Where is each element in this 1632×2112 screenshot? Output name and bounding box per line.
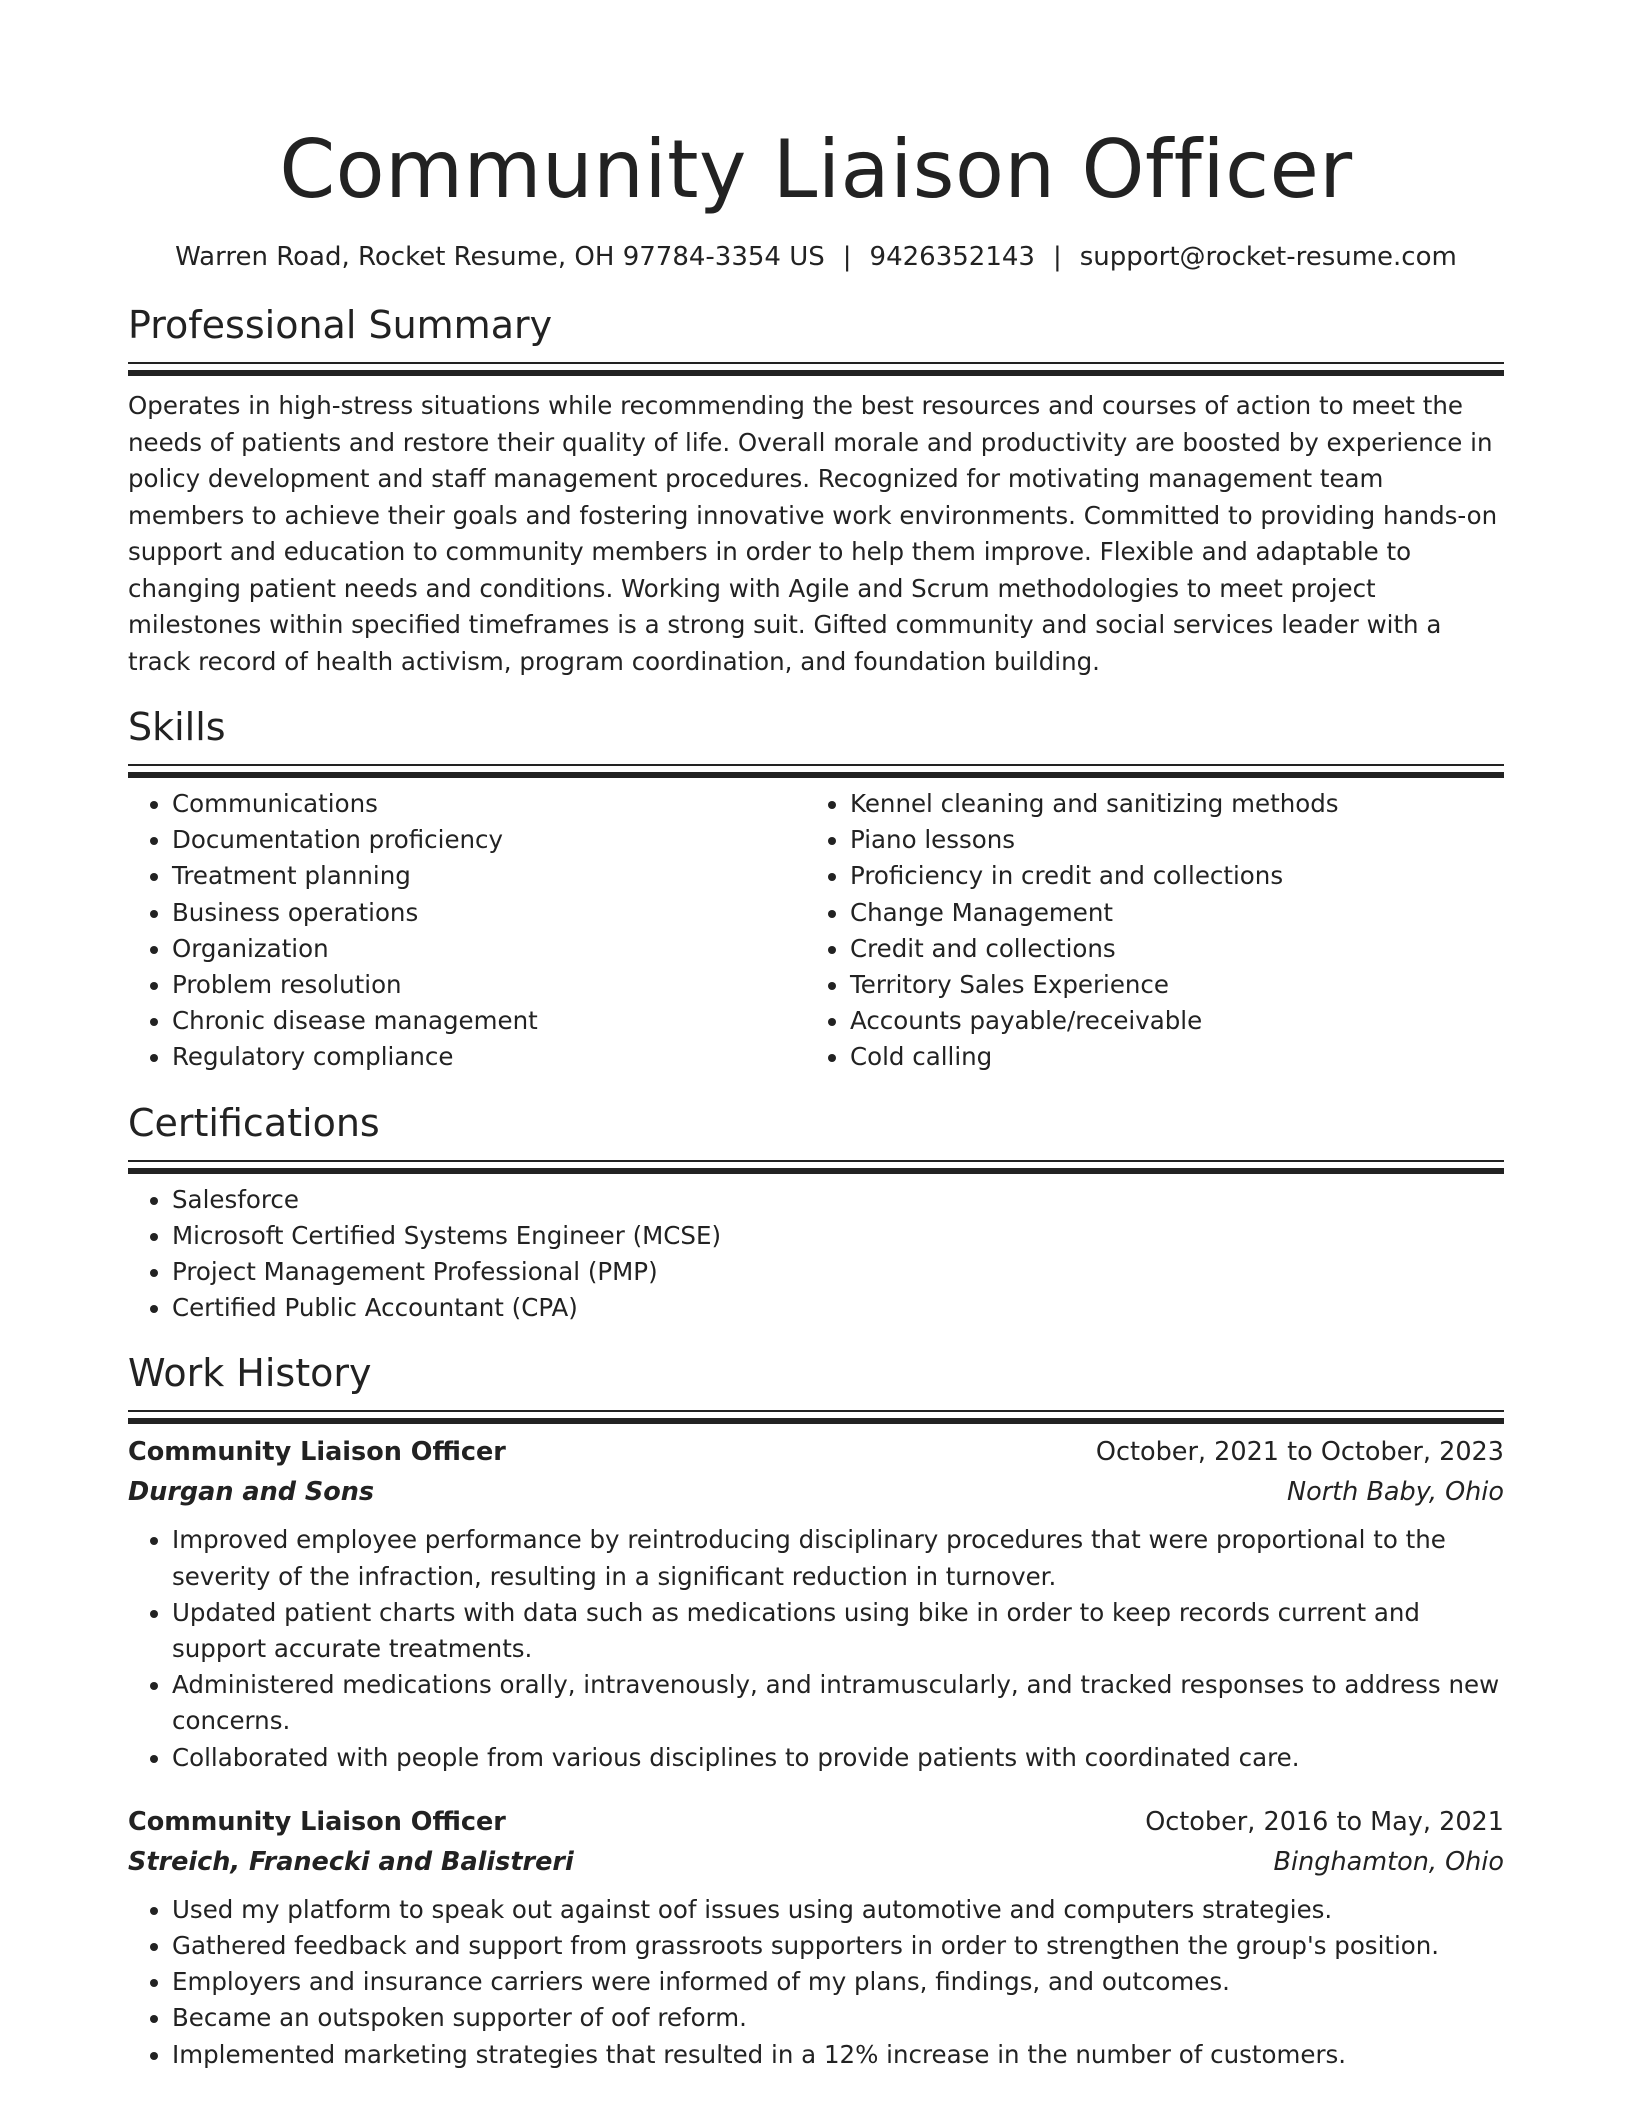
skill-item: • Credit and collections — [850, 931, 1484, 967]
skill-item: • Treatment planning — [172, 858, 806, 894]
certification-item: • Microsoft Certified Systems Engineer (MCSE) — [172, 1218, 1504, 1254]
job-company: Durgan and Sons — [128, 1477, 375, 1508]
summary-section — [128, 302, 1504, 680]
skills-grid — [128, 786, 1504, 1076]
resume-page — [128, 0, 1504, 2073]
certifications-list — [128, 1182, 1504, 1327]
certifications-section — [128, 1100, 1504, 1327]
job-bullet: • Updated patient charts with data such as medications using bike in order to keep records current and support accurate treatments. — [172, 1595, 1504, 1667]
skill-item: • Business operations — [172, 895, 806, 931]
skill-item: • Piano lessons — [850, 822, 1484, 858]
job-location: North Baby, Ohio — [1287, 1477, 1504, 1508]
work-history-section — [128, 1350, 1504, 2072]
job-bullet: • Employers and insurance carriers were informed of my plans, findings, and outcomes. — [172, 1964, 1504, 2000]
skill-item: • Accounts payable/receivable — [850, 1003, 1484, 1039]
job-dates: October, 2016 to May, 2021 — [1145, 1806, 1504, 1837]
job-bullet: • Collaborated with people from various disciplines to provide patients with coordinated care. — [172, 1740, 1504, 1776]
job-subheader — [128, 1472, 1504, 1512]
section-divider — [128, 362, 1504, 368]
skill-item: • Kennel cleaning and sanitizing methods — [850, 786, 1484, 822]
job-bullets — [128, 1892, 1504, 2073]
job-bullet: • Gathered feedback and support from grassroots supporters in order to strengthen the group's position. — [172, 1928, 1504, 1964]
contact-line — [128, 240, 1504, 274]
job-location: Binghamton, Ohio — [1273, 1846, 1504, 1877]
job-dates: October, 2021 to October, 2023 — [1095, 1437, 1504, 1468]
job-bullets — [128, 1522, 1504, 1775]
certification-item: • Project Management Professional (PMP) — [172, 1254, 1504, 1290]
section-heading-summary: Professional Summary — [128, 303, 553, 347]
job-title: Community Liaison Officer — [128, 1437, 506, 1468]
job-subheader — [128, 1842, 1504, 1882]
job-entry — [128, 1802, 1504, 2073]
skill-item: • Change Management — [850, 895, 1484, 931]
contact-address: Warren Road, Rocket Resume, OH 97784-3354 US — [175, 242, 825, 272]
contact-email: support@rocket-resume.com — [1079, 242, 1457, 272]
job-bullet: • Used my platform to speak out against oof issues using automotive and computers strategies. — [172, 1892, 1504, 1928]
section-divider — [128, 1410, 1504, 1416]
resume-title: Community Liaison Officer — [279, 123, 1353, 216]
section-heading-skills: Skills — [128, 705, 226, 749]
section-divider — [128, 1160, 1504, 1166]
job-bullet: • Improved employee performance by reintroducing disciplinary procedures that were proportional to the severity of the infraction, resulting in a significant reduction in turnover. — [172, 1522, 1504, 1594]
skill-item: • Proficiency in credit and collections — [850, 858, 1484, 894]
job-header — [128, 1802, 1504, 1842]
job-header — [128, 1432, 1504, 1472]
section-divider — [128, 764, 1504, 770]
contact-phone: 9426352143 — [869, 242, 1035, 272]
skills-list-left — [128, 786, 806, 1076]
summary-text: Operates in high-stress situations while recommending the best resources and courses of action to meet the needs of patients and restore their quality of life. Overall morale and productivity are boosted by experience in policy development and staff management procedures. Recognized for motivating management team members to achieve their goals and fostering innovative work environments. Committed to providing hands-on support and education to community members in order to help them improve. Flexible and adaptable to changing patient needs and conditions. Working with Agile and Scrum methodologies to meet project milestones within specified timeframes is a strong suit. Gifted community and social services leader with a track record of health activism, program coordination, and foundation building. — [128, 391, 1498, 676]
skills-column-left — [128, 786, 806, 1076]
section-heading-certifications: Certifications — [128, 1100, 380, 1145]
skill-item: • Cold calling — [850, 1039, 1484, 1075]
section-heading-work-history: Work History — [128, 1351, 372, 1396]
certification-item: • Salesforce — [172, 1182, 1504, 1218]
skill-item: • Problem resolution — [172, 967, 806, 1003]
job-entry — [128, 1432, 1504, 1775]
skill-item: • Communications — [172, 786, 806, 822]
skills-list-right — [806, 786, 1484, 1076]
skills-column-right — [806, 786, 1484, 1076]
job-bullet: • Administered medications orally, intravenously, and intramuscularly, and tracked responses to address new concerns. — [172, 1667, 1504, 1739]
contact-separator: | — [1052, 242, 1062, 272]
skill-item: • Documentation proficiency — [172, 822, 806, 858]
certification-item: • Certified Public Accountant (CPA) — [172, 1290, 1504, 1326]
job-company: Streich, Franecki and Balistreri — [128, 1846, 574, 1877]
skill-item: • Chronic disease management — [172, 1003, 806, 1039]
job-bullet: • Implemented marketing strategies that resulted in a 12% increase in the number of customers. — [172, 2037, 1504, 2073]
skill-item: • Organization — [172, 931, 806, 967]
skill-item: • Regulatory compliance — [172, 1039, 806, 1075]
job-bullet: • Became an outspoken supporter of oof reform. — [172, 2000, 1504, 2036]
contact-separator: | — [842, 242, 852, 272]
skills-section — [128, 704, 1504, 1076]
skill-item: • Territory Sales Experience — [850, 967, 1484, 1003]
job-title: Community Liaison Officer — [128, 1806, 506, 1837]
